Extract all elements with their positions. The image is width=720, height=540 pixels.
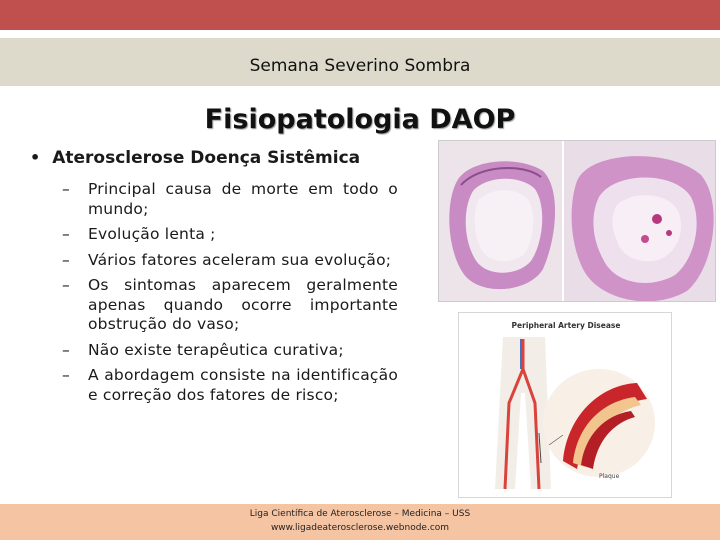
footer-line-2: www.ligadeaterosclerose.webnode.com (270, 523, 450, 533)
dash-marker: – (62, 180, 70, 198)
header-text: Semana Severino Sombra (249, 56, 471, 76)
dash-marker: – (62, 276, 70, 294)
main-bullet-text: Aterosclerose Doença Sistêmica (52, 148, 361, 168)
sub-bullet-text: A abordagem consiste na identificação e correção dos fatores de risco; (88, 366, 398, 404)
bullet-dot: • (30, 148, 41, 167)
sub-bullet-text: Evolução lenta ; (88, 225, 216, 243)
plaque-label: Plaque (599, 473, 620, 480)
illustration-title: Peripheral Artery Disease (511, 321, 621, 330)
dash-marker: – (62, 225, 70, 243)
footer (0, 504, 720, 540)
slide-title (0, 104, 720, 135)
dash-marker: – (62, 340, 70, 359)
sub-bullet (62, 180, 398, 219)
sub-bullet-text: Os sintomas aparecem geralmente apenas quando ocorre importante obstrução do vaso; (88, 276, 398, 333)
sub-bullet (62, 276, 398, 335)
sub-bullet-text: Não existe terapêutica curativa; (88, 340, 344, 359)
header-band (0, 38, 720, 86)
accent-gap (0, 30, 720, 38)
main-bullet (30, 148, 430, 168)
top-accent-bar (0, 0, 720, 30)
sub-bullet-text: Principal causa de morte em todo o mundo; (88, 180, 398, 218)
dash-marker: – (62, 250, 70, 269)
slide-title-text: Fisiopatologia DAOP (204, 104, 516, 135)
sub-bullet-list (62, 180, 398, 411)
histology-image (438, 140, 716, 302)
peripheral-artery-illustration (458, 312, 672, 498)
sub-bullet (62, 251, 398, 271)
dash-marker: – (62, 366, 70, 384)
sub-bullet (62, 341, 398, 361)
sub-bullet (62, 366, 398, 405)
sub-bullet (62, 225, 398, 245)
sub-bullet-text: Vários fatores aceleram sua evolução; (88, 250, 392, 269)
footer-line-1: Liga Científica de Aterosclerose – Medicina – USS (249, 509, 471, 519)
